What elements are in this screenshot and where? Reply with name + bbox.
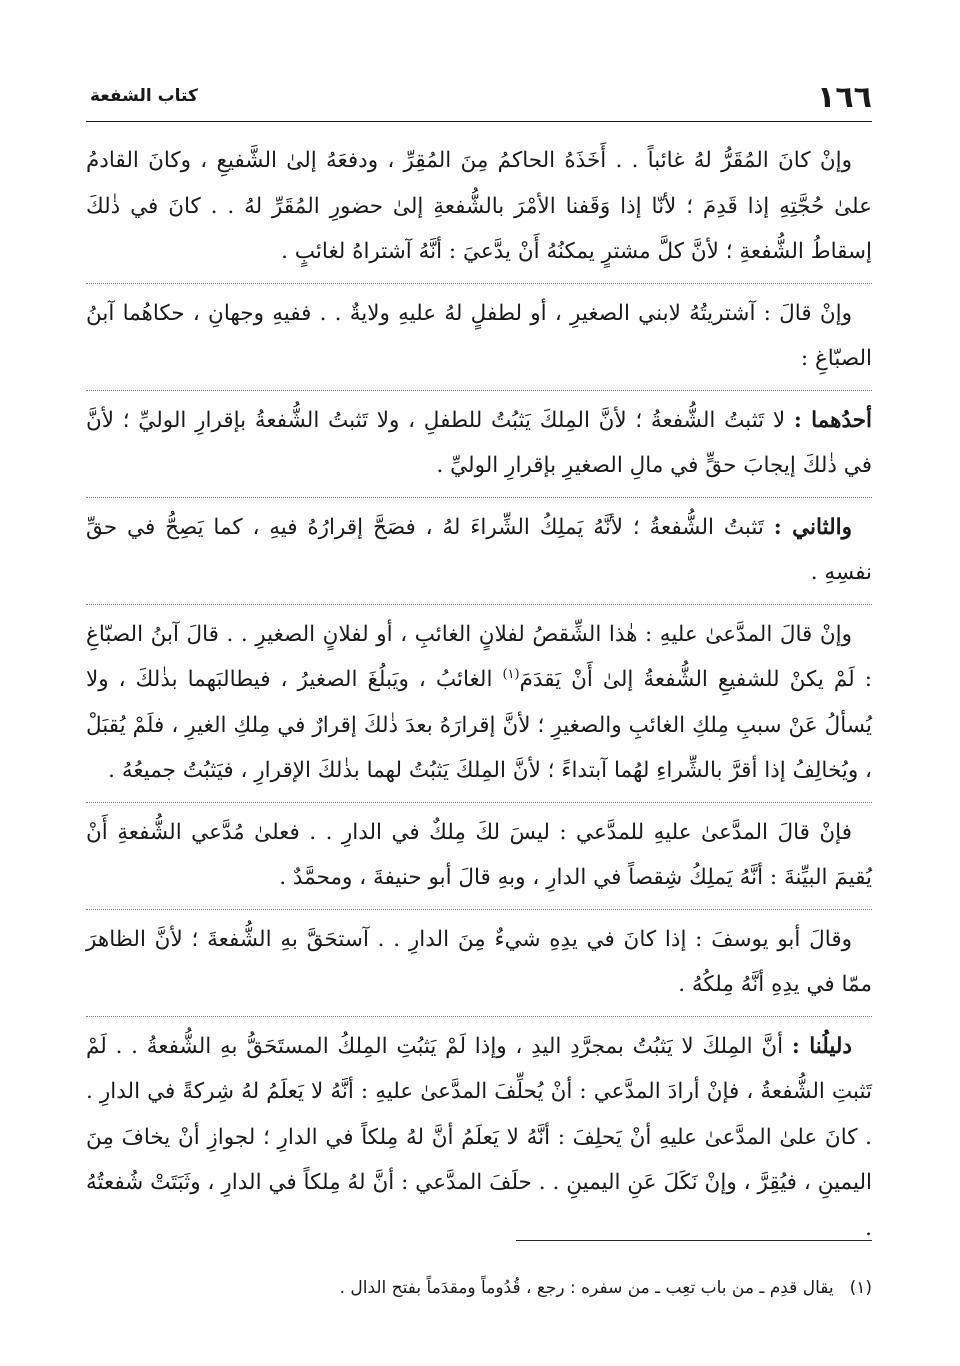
paragraph-text: وإنْ قالَ المدَّعىٰ عليهِ : هٰذا الشِّقصُ لفلانٍ الغائبِ ، أو لفلانٍ الصغيرِ . . قالَ آبنُ الصبّاغِ : لَمْ يكنْ للشفيعِ الشُّفعةُ إلىٰ أَنْ يَقدَمَ	[86, 621, 872, 692]
paragraph-text: فإنْ قالَ المدَّعىٰ عليهِ للمدَّعي : ليسَ لكَ مِلكٌ في الدارِ . . فعلىٰ مُدَّعي الشُّفعةِ أَنْ يُقيمَ البيِّنةَ : أنَّهُ يَملِكُ شِقصاً في الدارِ ، وبهِ قالَ أبو حنيفةَ ، ومحمَّدٌ .	[86, 819, 872, 890]
paragraph-text: وإنْ قالَ : آشتريتُهُ لابني الصغيرِ ، أو لطفلٍ لهُ عليهِ ولايةٌ . . ففيهِ وجهانِ ، حكاهُما آبنُ الصبّاغِ :	[86, 300, 872, 371]
paragraph-text: أنَّ المِلكَ لا يَثبُتُ بمجرَّدِ اليدِ ، وإذا لَمْ يَثبُتِ المِلكُ المستَحَقُّ بهِ الشُّفعةُ . . لَمْ تَثبتِ الشُّفعةُ ، فإنْ أرادَ المدَّعي : أنْ يُحلِّفَ المدَّعىٰ عليهِ : أنَّهُ لا يَعلَمُ لهُ شِركةً في الدارِ . . كانَ علىٰ المدَّعىٰ عليهِ أنْ يَحلِفَ : أنَّهُ لا يَعلَمُ أنَّ لهُ مِلكاً في الدارِ ؛ لجوازِ أنْ يخافَ مِنَ اليمينِ ، فيُقِرَّ ، وإنْ نَكَلَ عَنِ اليمينِ . . حلَفَ المدَّعي : أنَّ لهُ مِلكاً في الدارِ ، وثَبَتَتْ شُفعتُهُ .	[86, 1033, 872, 1241]
paragraph-text-continued: الغائبُ ، ويَبلُغَ الصغيرُ ، فيطالبَهما بذٰلكَ ، ولا يُسألُ عَنْ سببِ مِلكِ الغائبِ والصغيرِ ؛ لأنَّ إقرارَهُ بعدَ ذٰلكَ إقرارٌ في مِلكِ الغيرِ ، فلَمْ يُقبَلْ ، ويُخالِفُ إذا أقرَّ بالشِّراءِ لهُما آبتداءً ؛ لأنَّ المِلكَ يَثبُتُ لهما بذٰلكَ الإقرارِ ، فيَثبُتُ جميعُهُ .	[86, 667, 872, 783]
footnote-text: يقال قدِم ـ من باب تعِب ـ من سفره : رجع ، قُدُوماً ومقدَماً بفتح الدال .	[339, 1278, 834, 1298]
paragraph-1	[86, 130, 872, 275]
paragraph-lead: أحدُهما :	[793, 407, 873, 433]
paragraph-lead: والثاني :	[773, 514, 852, 540]
footnote	[86, 1274, 872, 1302]
running-title: كتاب الشفعة	[90, 86, 198, 106]
page-number: ١٦٦	[817, 80, 872, 115]
paragraph-7	[86, 909, 872, 1008]
page-header	[86, 80, 872, 122]
main-text	[86, 130, 872, 1259]
paragraph-8	[86, 1016, 872, 1252]
paragraph-2	[86, 283, 872, 382]
paragraph-lead: دليلُنا :	[791, 1033, 852, 1059]
footnote-number: (١)	[849, 1278, 872, 1298]
footnote-marker: (١)	[502, 666, 520, 682]
paragraph-text: وإنْ كانَ المُقَرُّ لهُ غائباً . . أَخَذَهُ الحاكمُ مِنَ المُقِرِّ ، ودفعَهُ إلىٰ الشَّفيعِ ، وكانَ القادمُ علىٰ حُجَّتِهِ إذا قَدِمَ ؛ لأنّا إذا وَقَفنا الأمْرَ بالشُّفعةِ إلىٰ حضورِ المُقَرِّ لهُ . . كانَ في ذٰلكَ إسقاطُ الشُّفعةِ ؛ لأنَّ كلَّ مشترٍ يمكنُهُ أَنْ يدَّعيَ : أنَّهُ آشتراهُ لغائبٍ .	[86, 148, 872, 264]
paragraph-6	[86, 802, 872, 901]
paragraph-text: وقالَ أبو يوسفَ : إذا كانَ في يدِهِ شيءٌ مِنَ الدارِ . . آستحَقَّ بهِ الشُّفعةَ ؛ لأنَّ الظاهرَ ممّا في يدِهِ أنَّهُ مِلكُهُ .	[86, 926, 872, 997]
paragraph-4	[86, 497, 872, 596]
paragraph-3	[86, 390, 872, 489]
paragraph-text: تَثبتُ الشُّفعةُ ؛ لأنَّهُ يَملِكُ الشِّراءَ لهُ ، فصَحَّ إقرارُهُ فيهِ ، كما يَصِحُّ في حقِّ نفسِهِ .	[86, 514, 872, 585]
footnote-divider	[516, 1240, 872, 1241]
paragraph-text: لا تَثبتُ الشُّفعةُ ؛ لأنَّ المِلكَ يَثبُتُ للطفلِ ، ولا تَثبتُ الشُّفعةُ بإقرارِ الوليِّ ؛ لأنَّ في ذٰلكَ إيجابَ حقٍّ في مالِ الصغيرِ بإقرارِ الوليِّ .	[86, 407, 872, 478]
paragraph-5	[86, 604, 872, 794]
